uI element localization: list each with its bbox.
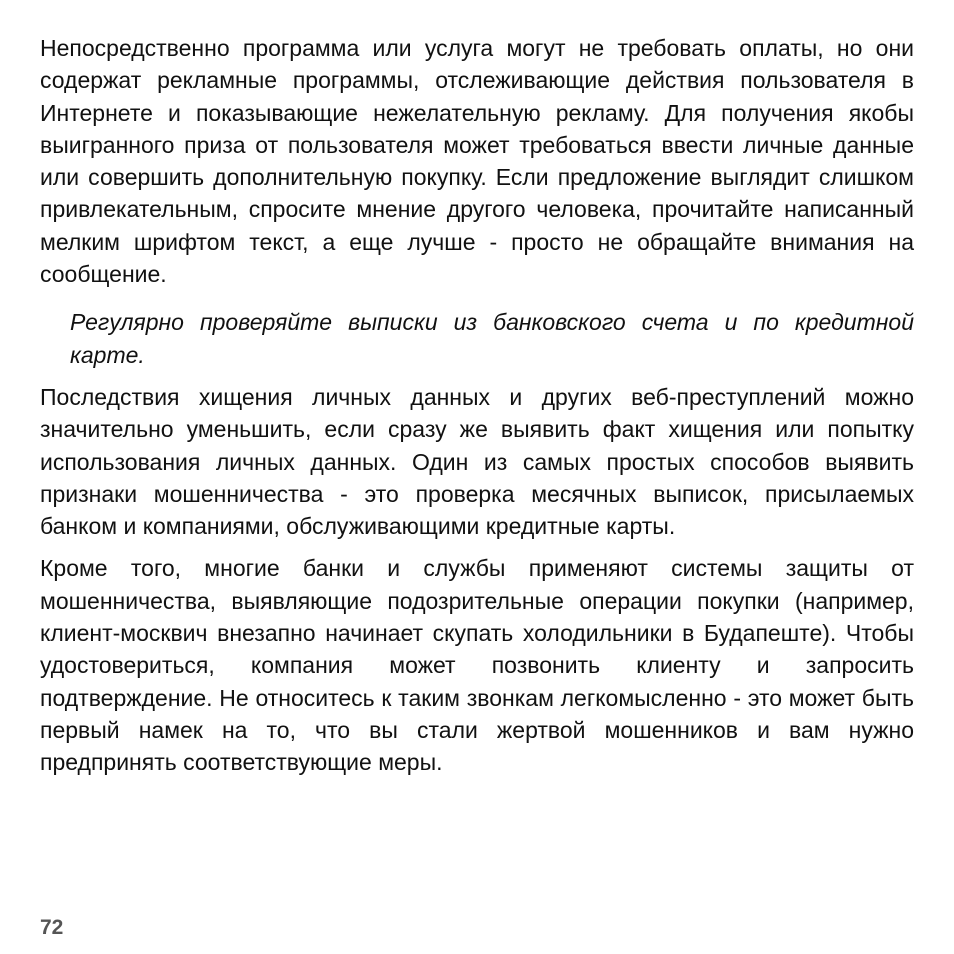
page-number: 72 [40, 916, 64, 939]
paragraph-fraud-protection: Кроме того, многие банки и службы применяют системы защиты от мошенничества, выявляющие подозрительные операции покупки (например, клиент-москвич внезапно начинает скупать холодильники в Будапеште). Чтобы удостовериться, компания может позвонить клиенту и запросить подтверждение. Не относитесь к таким звонкам легкомысленно - это может быть первый намек на то, что вы стали жертвой мошенников и вам нужно предпринять соответствующие меры. [40, 555, 914, 776]
paragraph-consequences: Последствия хищения личных данных и других веб-преступлений можно значительно уменьшить, если сразу же выявить факт хищения или попытку использования личных данных. Один из самых простых способов выявить признаки мошенничества - это проверка месячных выписок, присылаемых банком и компаниями, обслуживающими кредитные карты. [40, 383, 914, 540]
paragraph-intro: Непосредственно программа или услуга могут не требовать оплаты, но они содержат рекламные программы, отслеживающие действия пользователя в Интернете и показывающие нежелательную рекламу. Для получения якобы выигранного приза от пользователя может требоваться ввести личные данные или совершить дополнительную покупку. Если предложение выглядит слишком привлекательным, спросите мнение другого человека, прочитайте написанный мелким шрифтом текст, а еще лучше - просто не обращайте внимания на сообщение. [40, 35, 914, 288]
page-content [40, 32, 914, 779]
italic-subheading: Регулярно проверяйте выписки из банковского счета и по кредитной карте. [70, 309, 914, 368]
